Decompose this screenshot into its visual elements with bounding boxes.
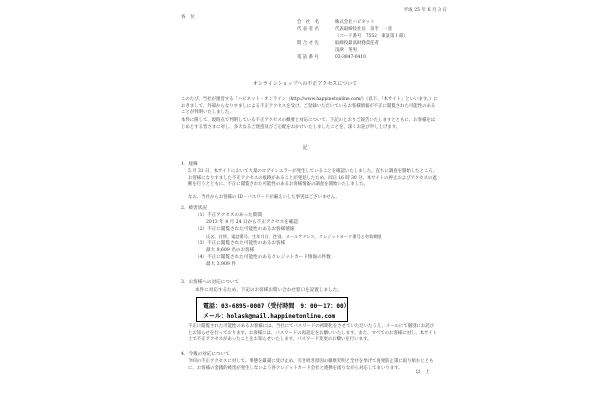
section-2-item: 最大 9,609 名のお客様	[206, 248, 255, 253]
company-info-block	[297, 20, 408, 62]
company-label: 代 表 者 名	[297, 27, 319, 32]
company-row	[297, 34, 408, 41]
section-2-item: （2）不正に閲覧された可能性のあるお客様情報	[195, 227, 295, 232]
closing-mark: 以 上	[415, 370, 430, 375]
company-label: 電 話 番 号	[297, 55, 319, 60]
company-row	[297, 20, 408, 27]
section-4-body: 今回の不正アクセスに対して、事態を厳粛に受け止め、引き続き原因の徹底究明と全社を挙げて再発防止策に取り組むとともに、お客様の金銭的被害が発生しないよう各クレジットカード会社と連携を図りながら対応してまいります。	[188, 359, 434, 371]
addressee: 各 位	[181, 15, 195, 20]
company-row	[297, 48, 408, 55]
company-label: 問 合 せ 先	[297, 41, 319, 46]
company-row	[297, 55, 408, 62]
section-4-heading: 4．今後の対応について	[181, 352, 230, 357]
company-label: 会 社 名	[297, 20, 319, 25]
section-2-item: （1）不正アクセスのあった期間	[195, 213, 263, 218]
section-3-body: 不正に閲覧された可能性のあるお客様には、当社にてパスワードの初期化をさせていただいたうえ、メールにて個別にお詫びとお知らせを行っております。お客様には、パスワードの再設定をお願いいたします。また、すべてのお客様に対し、本サイト上で不正アクセスがあったことをお知らせいたします。パスワード変更のお願いを行います。	[188, 324, 438, 343]
section-2-heading: 2．被害状況	[181, 206, 207, 211]
company-value: （コード番号 7552 東証第１部）	[335, 34, 408, 39]
intro-paragraph-1: このたび、当社が運営する「ハピネット・オンライン（http://www.happinetonline.com/）（以下、「本サイト」といいます。）におきまして、外部からなりすましによる不正アクセスを受け、ご登録いただいているお客様情報が不正に閲覧された可能性のあることが判明いたしました。	[181, 97, 438, 116]
section-1-heading: 1．経緯	[181, 162, 198, 167]
section-2-item: 氏名、住所、電話番号、生年月日、性別、メールアドレス、クレジットカード番号と有効期限	[206, 234, 382, 239]
section-2-item: 最大 3,909 件	[206, 262, 236, 267]
section-2-item: （3）不正に閲覧された可能性のあるお客様	[195, 241, 286, 246]
document-title: オンラインショップへの不正アクセスについて	[252, 81, 358, 87]
company-value: 取締役最高財務責任者	[335, 41, 379, 46]
section-3-intro: 本件に対応するため、下記のお客様お問い合わせ窓口を設置しました。	[195, 288, 342, 293]
contact-info-box	[196, 297, 348, 322]
company-row	[297, 27, 408, 34]
company-value: 株式会社ハピネット	[335, 20, 375, 25]
section-1-body: 5 月 31 日、本サイトにおいて大量のログインエラーが発生していることを確認いたしました。直ちに調査を開始したところ、お客様になりすました不正アクセスの痕跡があることが発見したため、同日 16 時 30 分、本サイトの停止およびアクセスの遮断を行うとともに、不正に閲覧された可能性のあるお客様情報の調査を開始いたしました。	[188, 169, 438, 188]
company-value: 03-3847-0410	[335, 55, 366, 60]
section-2-item: （4）不正に閲覧された可能性のあるクレジットカード情報の件数	[195, 255, 331, 260]
section-3-heading: 3．お客様への対応について	[181, 280, 239, 285]
company-value: 代表取締役社長 苗手 一彦	[335, 27, 393, 32]
contact-phone: 電話：03-6895-0007（受付時間 9：00〜17：00）	[203, 303, 350, 310]
section-2-item: 2013 年 4 月 24 日から不正アクセスを確認	[206, 220, 298, 225]
document-date: 平成 25 年 6 月 3 日	[403, 8, 447, 13]
intro-paragraph-2: 本件に関して、現時点で判明している不正アクセスの概要と対応について、下記のとおりご報告いたしますとともに、お客様をはじめとする皆さまに対し、多大なるご迷惑及びご心配をおかけいたしましたことを、深くお詫び申し上げます。	[181, 118, 436, 130]
ki-heading: 記	[302, 145, 308, 151]
contact-email: メール：holask@mail.happinetonline.com	[203, 313, 336, 320]
company-value: 浅津 英男	[335, 48, 357, 53]
section-1-note: なお、当社からお客様の ID・パスワードが漏えいした事実はございません。	[188, 195, 340, 200]
company-row	[297, 41, 408, 48]
